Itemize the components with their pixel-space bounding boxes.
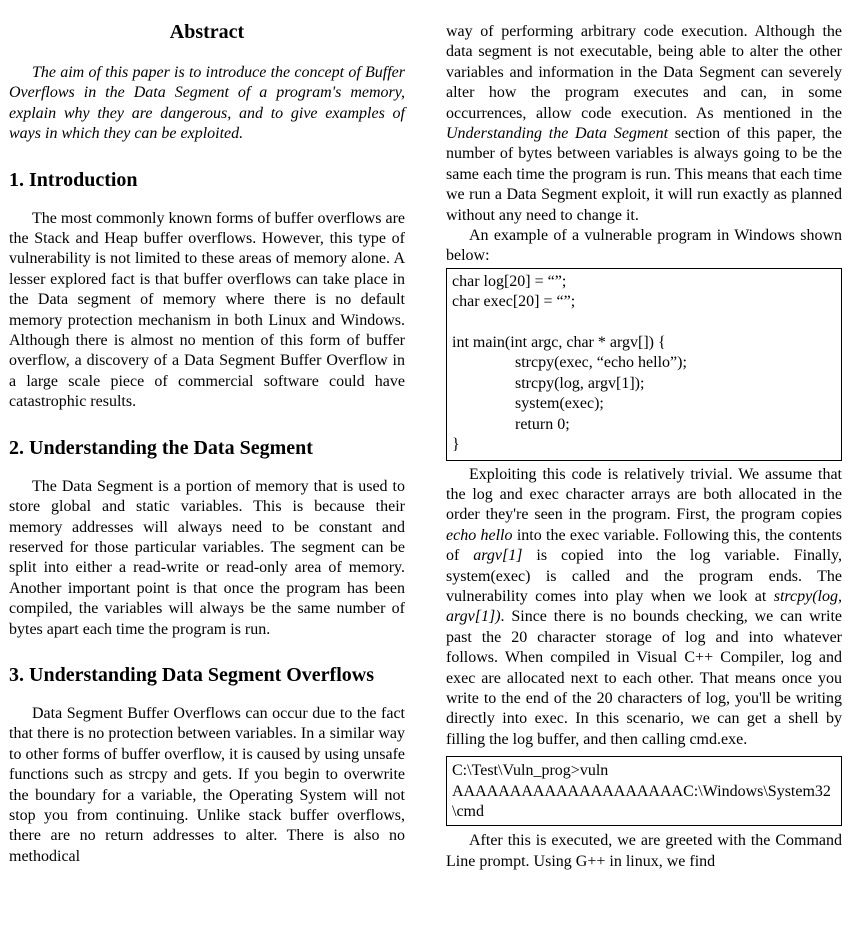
- inline-code: strcpy(log, argv[1]): [446, 587, 842, 626]
- section-heading-data-segment: 2. Understanding the Data Segment: [9, 436, 313, 459]
- overflows-paragraph: Data Segment Buffer Overflows can occur due to the fact that there is no protection between variables. In a similar way to other forms of buffer overflow, it is caused by using unsafe functions such as strcpy and gets. If you begin to overwrite the boundary for a variable, the Operating System will not stop you from continuing. Unlike stack buffer overflows, there are no return addresses to alter. There is also no methodical: [9, 704, 405, 865]
- code-line: strcpy(exec, “echo hello”);: [515, 354, 687, 372]
- section-heading-overflows: 3. Understanding Data Segment Overflows: [9, 663, 374, 686]
- result-paragraph: After this is executed, we are greeted with the Command Line prompt. Using G++ in linux, we find: [446, 832, 842, 870]
- code-line: int main(int argc, char * argv[]) {: [452, 334, 666, 352]
- text-run: is copied into the log variable. Finally, system(exec) is called and the program ends. The vulnerability comes into play when we look at: [446, 547, 842, 605]
- text-run: section of this paper, the number of bytes between variables is always going to be the same each time the program is run. This means that each time we run a Data Segment exploit, it will run exactly as planned without any need to change it.: [446, 125, 843, 224]
- text-run: Exploiting this code is relatively trivial. We assume that the log and exec character arrays are both allocated in the order they're seen in the program. First, the program copies: [446, 465, 842, 524]
- right-column: [446, 22, 842, 872]
- command-listing: [446, 756, 842, 826]
- example-intro-paragraph: An example of a vulnerable program in Windows shown below:: [446, 227, 842, 265]
- abstract-heading: Abstract: [169, 21, 245, 43]
- introduction-paragraph: The most commonly known forms of buffer overflows are the Stack and Heap buffer overflows. However, this type of vulnerability is not limited to these areas of memory alone. A lesser explored fact is that buffer overflows can take place in the Data segment of memory where there is no default memory protection mechanism in both Linux and Windows. Although there is almost no mention of this form of buffer overflow, a discovery of a Data Segment Buffer Overflow in a large scale piece of commercial software could have catastrophic results.: [9, 209, 405, 411]
- exploit-paragraph: [446, 465, 842, 751]
- code-line: [452, 313, 836, 333]
- code-line: char exec[20] = “”;: [452, 293, 576, 311]
- inline-code: echo hello: [446, 526, 513, 544]
- code-line: }: [452, 436, 460, 454]
- code-listing: [446, 268, 842, 461]
- inline-code: argv[1]: [473, 547, 523, 565]
- code-line: system(exec);: [515, 395, 604, 413]
- text-run: way of performing arbitrary code execution. Although the data segment is not executable, being able to alter the other variables and information in the Data Segment can severely alter how the program executes and can, in some occurrences, allow code execution. As mentioned in the: [446, 23, 842, 122]
- data-segment-paragraph: The Data Segment is a portion of memory that is used to store global and static variables. This is because their memory addresses will always need to be constant and reserved for those particular variables. The segment can be split into either a read-write or read-only area of memory. Another important point is that once the program has been compiled, the variables will always be the same number of bytes apart each time the program is run.: [9, 477, 405, 638]
- text-run: . Since there is no bounds checking, we can write past the 20 character storage of log and into whatever follows. When compiled in Visual C++ Compiler, log and exec are allocated next to each other. That means once you write to the end of the 20 characters of log, you'll be writing directly into exec. In this scenario, we can get a shell by filling the log buffer, and then calling cmd.exe.: [446, 608, 842, 748]
- command-line: C:\Test\Vuln_prog>vuln: [452, 762, 609, 780]
- abstract-text: The aim of this paper is to introduce the concept of Buffer Overflows in the Data Segment of a program's memory, explain why they are dangerous, and to give examples of ways in which they can be exploited.: [9, 64, 405, 143]
- command-line: AAAAAAAAAAAAAAAAAAAAC:\Windows\System32\cmd: [452, 782, 831, 821]
- code-line: char log[20] = “”;: [452, 272, 567, 290]
- continued-paragraph: [446, 22, 842, 226]
- left-column: [9, 20, 405, 867]
- section-reference: Understanding the Data Segment: [446, 125, 669, 143]
- code-line: return 0;: [515, 415, 570, 433]
- code-line: strcpy(log, argv[1]);: [515, 374, 645, 392]
- section-heading-introduction: 1. Introduction: [9, 168, 138, 191]
- text-run: into the exec variable. Following this, the contents of: [446, 526, 842, 565]
